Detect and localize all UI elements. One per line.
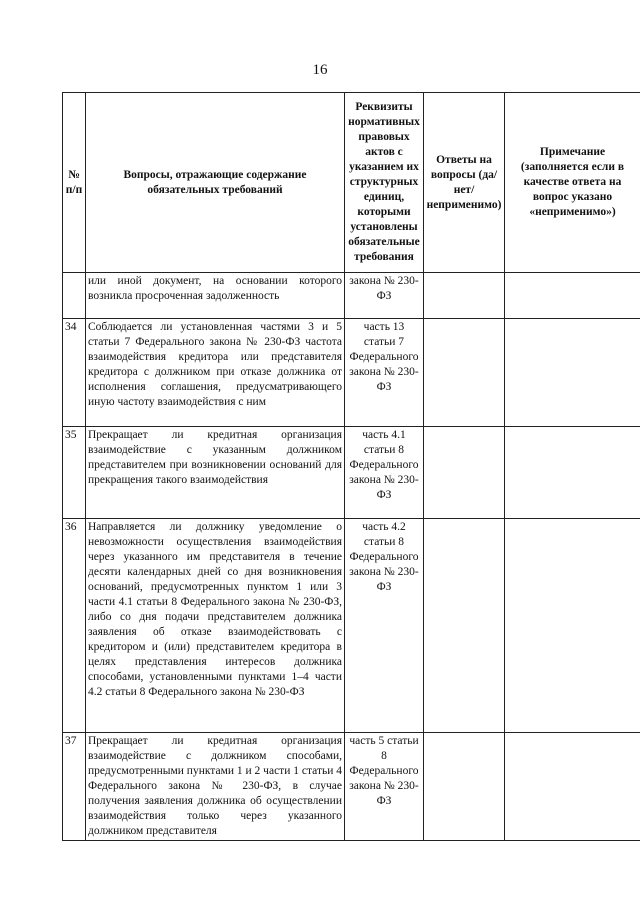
header-note: Примечание (заполняется если в качестве ответа на вопрос указано «неприменимо») bbox=[505, 93, 640, 273]
row-num: 35 bbox=[63, 427, 86, 519]
requirements-table bbox=[62, 92, 640, 841]
page-number: 16 bbox=[312, 62, 328, 78]
row-reference: часть 4.1 статьи 8 Федерального закона № 230-ФЗ bbox=[345, 427, 424, 519]
row-question: Прекращает ли кредитная организация взаимодействие с должником способами, предусмотренными пунктами 1 и 2 части 1 статьи 4 Федерального закона № 230-ФЗ, в случае получения заявления должника об осуществлении взаимодействия только через указанного должником представителя bbox=[86, 733, 345, 841]
row-note bbox=[505, 427, 640, 519]
row-num: 37 bbox=[63, 733, 86, 841]
row-note bbox=[505, 733, 640, 841]
row-reference: закона № 230-ФЗ bbox=[345, 273, 424, 319]
row-num: 36 bbox=[63, 519, 86, 733]
row-reference: часть 4.2 статьи 8 Федерального закона № 230-ФЗ bbox=[345, 519, 424, 733]
row-question: Соблюдается ли установленная частями 3 и 5 статьи 7 Федерального закона № 230-ФЗ частота взаимодействия кредитора или представителя кредитора с должником при отказе должника от исполнения соглашения, предусматривающего иную частоту взаимодействия с ним bbox=[86, 319, 345, 427]
row-answer bbox=[424, 519, 505, 733]
table-row bbox=[63, 427, 640, 519]
row-num: 34 bbox=[63, 319, 86, 427]
row-question: или иной документ, на основании которого возникла просроченная задолженность bbox=[86, 273, 345, 319]
row-reference: часть 13 статьи 7 Федерального закона № 230-ФЗ bbox=[345, 319, 424, 427]
header-num: № п/п bbox=[63, 93, 86, 273]
table-row bbox=[63, 519, 640, 733]
header-answer: Ответы на вопросы (да/нет/ неприменимо) bbox=[424, 93, 505, 273]
table-row bbox=[63, 273, 640, 319]
row-question: Направляется ли должнику уведомление о невозможности осуществления взаимодействия через указанного им представителя в течение десяти календарных дней со дня возникновения оснований, предусмотренных пунктом 1 или 3 части 4.1 статьи 8 Федерального закона № 230-ФЗ, либо со дня подачи представителем должника заявления об отказе взаимодействовать с кредитором и (или) представителем кредитора в целях представления интересов должника способами, установленными пунктами 1–4 части 4.2 статьи 8 Федерального закона № 230-ФЗ bbox=[86, 519, 345, 733]
header-reference: Реквизиты нормативных правовых актов с указанием их структурных единиц, которыми установлены обязательные требования bbox=[345, 93, 424, 273]
table-row bbox=[63, 319, 640, 427]
row-answer bbox=[424, 427, 505, 519]
row-num bbox=[63, 273, 86, 319]
row-note bbox=[505, 273, 640, 319]
row-reference: часть 5 статьи 8 Федерального закона № 230-ФЗ bbox=[345, 733, 424, 841]
table-row bbox=[63, 733, 640, 841]
row-answer bbox=[424, 273, 505, 319]
table-header-row bbox=[63, 93, 640, 273]
row-answer bbox=[424, 733, 505, 841]
row-answer bbox=[424, 319, 505, 427]
row-note bbox=[505, 319, 640, 427]
row-note bbox=[505, 519, 640, 733]
header-question: Вопросы, отражающие содержание обязательных требований bbox=[86, 93, 345, 273]
row-question: Прекращает ли кредитная организация взаимодействие с указанным должником представителем при возникновении оснований для прекращения такого взаимодействия bbox=[86, 427, 345, 519]
